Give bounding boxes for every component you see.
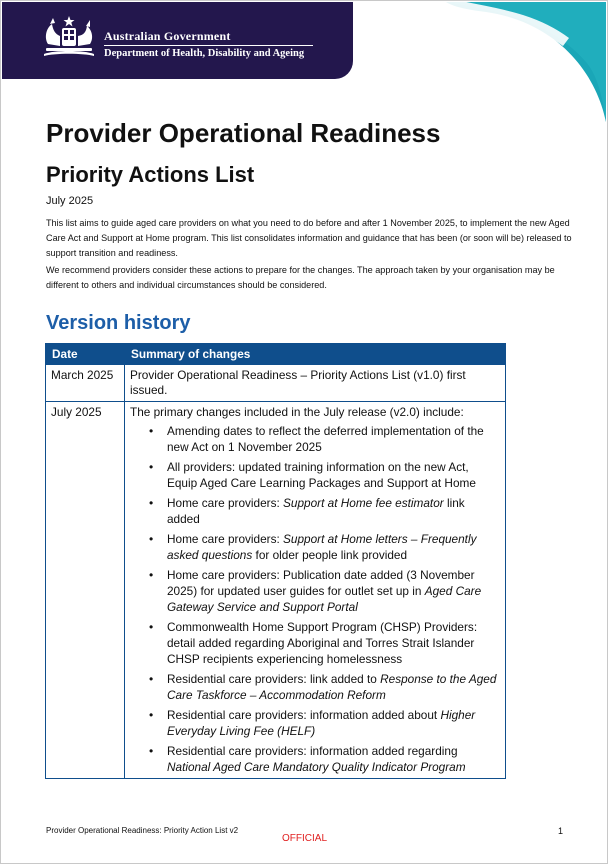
list-item-text: All providers: updated training information on the new Act, Equip Aged Care Learning Packages and Support at Home: [167, 460, 476, 490]
list-item: [167, 707, 500, 739]
list-item-text: link added: [167, 496, 465, 526]
list-item-text: Home care providers:: [167, 532, 284, 546]
list-item: [167, 671, 500, 703]
row-summary-cell: [125, 402, 506, 779]
column-header-summary: Summary of changes: [125, 344, 506, 365]
document-title: Provider Operational Readiness: [46, 118, 441, 148]
list-item: [167, 423, 500, 455]
list-item-text: Amending dates to reflect the deferred implementation of the new Act on 1 November 2025: [167, 424, 484, 454]
row-summary: Provider Operational Readiness – Priority Actions List (v1.0) first issued.: [125, 365, 506, 402]
document-subtitle: Priority Actions List: [46, 162, 255, 187]
decorative-swoosh: [446, 2, 606, 122]
list-item: [167, 567, 500, 615]
list-item-emphasis: Higher Everyday Living Fee (HELF): [167, 708, 476, 738]
column-header-date: Date: [46, 344, 125, 365]
intro-paragraph: We recommend providers consider these actions to prepare for the changes. The approach taken by your organisation may be different to others and individual circumstances should be considered.: [46, 265, 555, 290]
list-item-emphasis: National Aged Care Mandatory Quality Indicator Program: [167, 760, 466, 774]
department-name: Department of Health, Disability and Ageing: [104, 48, 305, 59]
list-item-text: Home care providers: Publication date added (3 November 2025) for updated user guides for outlet set up in: [167, 568, 475, 598]
security-classification: OFFICIAL: [282, 833, 328, 844]
list-item-text: Commonwealth Home Support Program (CHSP) Providers: detail added regarding Aboriginal and Torres Strait Islander CHSP recipients experiencing homelessness: [167, 620, 478, 666]
list-item: [167, 459, 500, 491]
list-item: [167, 619, 500, 667]
version-history-table: [45, 343, 506, 779]
version-history-heading: Version history: [46, 312, 191, 334]
list-item-text: Residential care providers: information added about: [167, 708, 441, 722]
table-row: [46, 402, 506, 779]
changes-list: [130, 423, 500, 775]
list-item-emphasis: Aged Care Gateway Service and Support Portal: [167, 584, 482, 614]
government-name: Australian Government: [104, 29, 231, 43]
intro-paragraph: This list aims to guide aged care providers on what you need to do before and after 1 November 2025, to implement the new Aged Care Act and Support at Home program. This list consolidates information and guidance that has been (or soon will be) released to support transition and readiness.: [46, 218, 572, 258]
document-date: July 2025: [46, 195, 94, 207]
government-header-band: [2, 2, 353, 79]
list-item-text: Home care providers:: [167, 496, 284, 510]
table-header-row: [46, 344, 506, 365]
row-date: July 2025: [46, 402, 125, 779]
list-item-emphasis: Support at Home fee estimator: [283, 496, 444, 510]
list-item: [167, 495, 500, 527]
table-row: [46, 365, 506, 402]
coat-of-arms-icon: [40, 14, 98, 62]
list-item-emphasis: Support at Home letters – Frequently asked questions: [167, 532, 477, 562]
list-item: [167, 743, 500, 775]
list-item: [167, 531, 500, 563]
row-summary: The primary changes included in the July release (v2.0) include:: [130, 405, 464, 419]
list-item-text: for older people link provided: [252, 548, 408, 562]
list-item-text: Residential care providers: link added to: [167, 672, 381, 686]
list-item-text: Residential care providers: information added regarding: [167, 744, 458, 758]
footer-document-name: Provider Operational Readiness: Priority Action List v2: [46, 826, 239, 835]
page-number: 1: [558, 826, 564, 836]
list-item-emphasis: Response to the Aged Care Taskforce – Accommodation Reform: [167, 672, 497, 702]
header-divider: [104, 45, 313, 46]
row-date: March 2025: [46, 365, 125, 402]
